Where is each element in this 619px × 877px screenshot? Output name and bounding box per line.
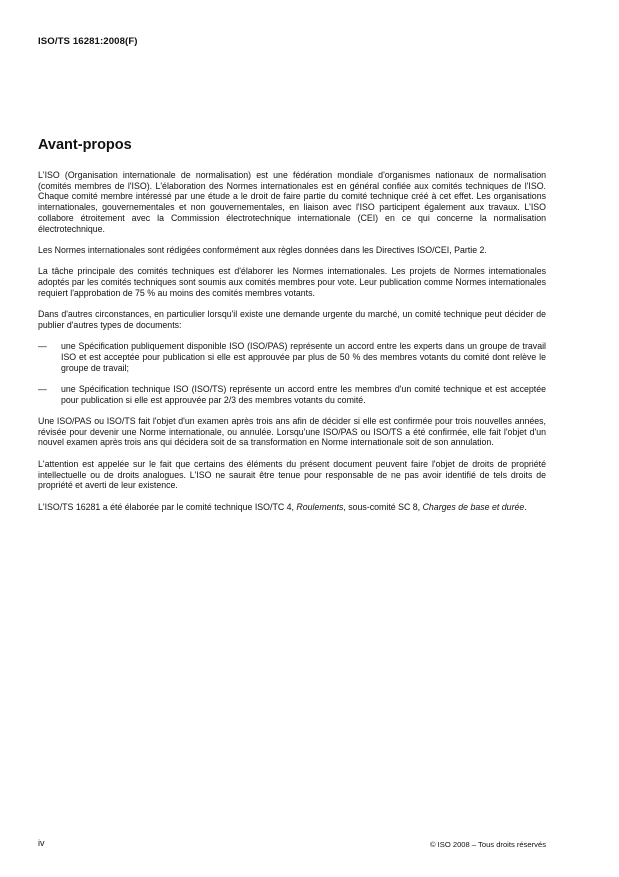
paragraph-7	[38, 502, 546, 513]
copyright-notice: © ISO 2008 – Tous droits réservés	[429, 840, 546, 849]
list-item	[38, 384, 546, 405]
page-number: iv	[38, 838, 45, 848]
p7-italic-1: Roulements	[296, 501, 344, 512]
paragraph-1: L'ISO (Organisation internationale de normalisation) est une fédération mondiale d'organismes nationaux de normalisation (comités membres de l'ISO). L'élaboration des Normes internationales est en général confiée aux comités techniques de l'ISO. Chaque comité membre intéressé par une étude a le droit de faire partie du comité technique créé à cet effet. Les organisations internationales, gouvernementales et non gouvernementales, en liaison avec l'ISO participent également aux travaux. L'ISO collabore étroitement avec la Commission électrotechnique internationale (CEI) en ce qui concerne la normalisation électrotechnique.	[38, 170, 546, 234]
foreword-body	[38, 170, 546, 523]
paragraph-3: La tâche principale des comités techniques est d'élaborer les Normes internationales. Les projets de Normes internationales adoptés par les comités techniques sont soumis aux comités membres pour vote. Leur publication comme Normes internationales requiert l'approbation de 75 % au moins des comités membres votants.	[38, 266, 546, 298]
paragraph-2: Les Normes internationales sont rédigées conformément aux règles données dans les Directives ISO/CEI, Partie 2.	[38, 244, 487, 255]
list-item-text: une Spécification publiquement disponible ISO (ISO/PAS) représente un accord entre les experts dans un groupe de travail ISO et est acceptée pour publication si elle est approuvée par plus de 50 % des membres votants du comité dont relève le groupe de travail;	[61, 341, 546, 373]
paragraph-4: Dans d'autres circonstances, en particulier lorsqu'il existe une demande urgente du marché, un comité technique peut décider de publier d'autres types de documents:	[38, 309, 546, 330]
dash-marker: —	[38, 341, 47, 352]
paragraph-6: L'attention est appelée sur le fait que certains des éléments du présent document peuvent faire l'objet de droits de propriété intellectuelle ou de droits analogues. L'ISO ne saurait être tenue pour responsable de ne pas avoir identifié de tels droits de propriété et averti de leur existence.	[38, 458, 546, 491]
paragraph-5: Une ISO/PAS ou ISO/TS fait l'objet d'un examen après trois ans afin de décider si elle est confirmée pour trois nouvelles années, révisée pour devenir une Norme internationale, ou annulée. Lorsqu'une ISO/PAS ou ISO/TS a été confirmée, elle fait l'objet d'un nouvel examen après trois ans qui décidera soit de sa transformation en Norme internationale soit de son annulation.	[38, 416, 546, 448]
p7-text-1: L'ISO/TS 16281 a été élaborée par le comité technique ISO/TC 4,	[38, 501, 297, 512]
document-id: ISO/TS 16281:2008(F)	[38, 36, 138, 47]
p7-text-3: .	[524, 501, 527, 512]
page-title: Avant-propos	[38, 137, 132, 153]
p7-italic-2: Charges de base et durée	[422, 501, 525, 512]
dash-marker: —	[38, 383, 47, 394]
p7-text-2: , sous-comité SC 8,	[343, 501, 423, 512]
list-item-text: une Spécification technique ISO (ISO/TS) représente un accord entre les membres d'un comité technique et est acceptée pour publication si elle est approuvée par 2/3 des membres votants du comité.	[61, 383, 546, 405]
list-item	[38, 341, 546, 373]
